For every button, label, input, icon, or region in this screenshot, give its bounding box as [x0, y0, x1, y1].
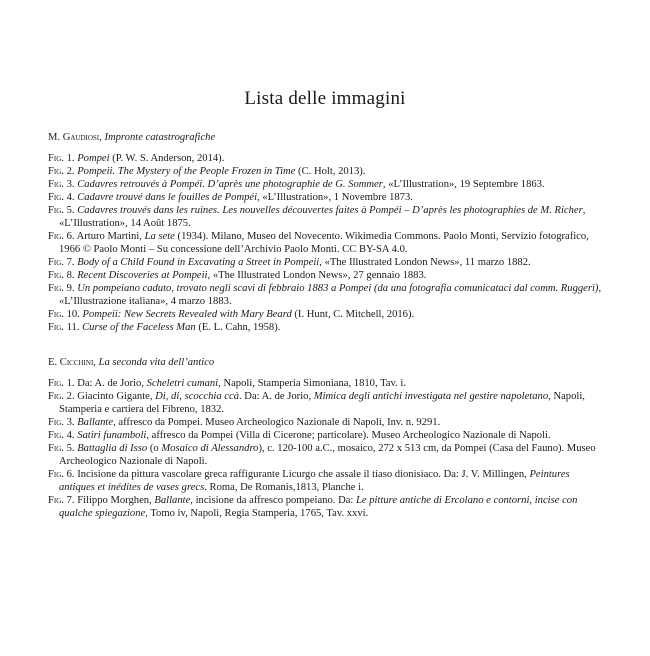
figure-text: , «L’Illustration», 19 Septembre 1863.	[382, 179, 545, 190]
figure-title: Body of a Child Found in Excavating a Street in Pompeii	[77, 257, 320, 268]
figure-text: (C. Holt, 2013).	[295, 166, 366, 177]
figure-label: Fig. 7.	[48, 495, 75, 506]
figure-text: Filippo Morghen,	[77, 495, 155, 506]
figure-title: Cadavres retrouvés à Pompéi. D’après une photographie de G. Sommer	[77, 179, 383, 190]
section-author: M. Gaudiosi	[48, 132, 100, 143]
figure-entry	[48, 468, 608, 494]
figure-entry	[48, 204, 608, 230]
figure-text: , «L’Illustration», 14 Août 1875.	[59, 205, 586, 229]
figure-text: , «The Illustrated London News», 11 marzo 1882.	[319, 257, 531, 268]
figure-list	[48, 152, 608, 334]
figure-label: Fig. 3.	[48, 179, 75, 190]
figure-label: Fig. 6.	[48, 231, 75, 242]
figure-label: Fig. 1.	[48, 378, 75, 389]
figure-entry	[48, 191, 608, 204]
figure-title: Un pompeiano caduto, trovato negli scavi di febbraio 1883 a Pompei (da una fotografia comunicataci dal comm. Ruggeri)	[77, 283, 599, 294]
figure-label: Fig. 4.	[48, 192, 75, 203]
figure-entry	[48, 416, 608, 429]
figure-text: (1934). Milano, Museo del Novecento. Wikimedia Commons. Paolo Monti, Servizio fotografico, 1966 © Paolo Monti – Su concessione dell’Archivio Paolo Monti. CC BY-SA 4.0.	[59, 231, 589, 255]
figure-label: Fig. 2.	[48, 391, 75, 402]
figure-title: Pompei	[77, 153, 110, 164]
page-title: Lista delle immagini	[244, 88, 406, 109]
figure-title: Le pitture antiche di Ercolano e contorni, incise con qualche spiegazione	[59, 495, 578, 519]
figure-label: Fig. 6.	[48, 469, 75, 480]
section-work: Impronte catastrografiche	[104, 132, 216, 143]
figure-entry	[48, 178, 608, 191]
figure-title: La sete	[144, 231, 175, 242]
figure-label: Fig. 5.	[48, 205, 75, 216]
figure-text: ), c. 120-100 a.C., mosaico, 272 x 513 cm, da Pompei (Casa del Fauno). Museo Archeologico Nazionale di Napoli.	[59, 443, 596, 467]
figure-label: Fig. 8.	[48, 270, 75, 281]
figure-title: Cadavres trouvés dans les ruines. Les nouvelles découvertes faites à Pompéi – D’après les photographies de M. Richer	[77, 205, 583, 216]
figure-text: (o	[147, 443, 162, 454]
figure-text: , Napoli, Stamperia e cartiera del Fibreno, 1832.	[59, 391, 585, 415]
figure-title: Ballante	[154, 495, 191, 506]
figure-text: , affresco da Pompei. Museo Archeologico Nazionale di Napoli, Inv. n. 9291.	[113, 417, 441, 428]
figure-text: , «The Illustrated London News», 27 gennaio 1883.	[207, 270, 427, 281]
figure-label: Fig. 9.	[48, 283, 75, 294]
figure-text: Giacinto Gigante,	[77, 391, 156, 402]
figure-text: , «L’Illustration», 1 Novembre 1873.	[257, 192, 413, 203]
figure-entry	[48, 165, 608, 178]
figure-text: , affresco da Pompei (Villa di Cicerone; particolare). Museo Archeologico Nazionale di Napoli.	[146, 430, 551, 441]
figure-entry	[48, 377, 608, 390]
figure-title: Mimica degli antichi investigata nel gestire napoletano	[313, 391, 549, 402]
figure-title: Di, di, scocchia ccà	[155, 391, 239, 402]
figure-text: Incisione da pittura vascolare greca raffigurante Licurgo che assale il tiaso dionisiaco. Da: J. V. Millingen,	[77, 469, 530, 480]
figure-entry	[48, 269, 608, 282]
figure-entry	[48, 256, 608, 269]
figure-text: Da: A. de Jorio,	[77, 378, 147, 389]
figure-label: Fig. 11.	[48, 322, 80, 333]
figure-text: (E. L. Cahn, 1958).	[195, 322, 281, 333]
figure-entry	[48, 494, 608, 520]
figure-entry	[48, 282, 608, 308]
figure-title: Scheletri cumani	[146, 378, 219, 389]
figure-label: Fig. 7.	[48, 257, 75, 268]
figure-text: , incisione da affresco pompeiano. Da:	[190, 495, 357, 506]
figure-title: Mosaico di Alessandro	[161, 443, 259, 454]
section-heading: E. Cicchini, La seconda vita dell’antico	[48, 357, 215, 368]
figure-title: Recent Discoveries at Pompeii	[77, 270, 208, 281]
section-gaudiosi	[48, 131, 608, 334]
figure-entry	[48, 152, 608, 165]
figure-title: Cadavre trouvé dans le fouilles de Pompéi	[77, 192, 258, 203]
figure-text: . Roma, De Romanis,1813, Planche i.	[204, 482, 364, 493]
section-work: La seconda vita dell’antico	[98, 357, 215, 368]
figure-title: Pompeii. The Mystery of the People Frozen in Time	[77, 166, 296, 177]
section-author: E. Cicchini	[48, 357, 94, 368]
figure-label: Fig. 2.	[48, 166, 75, 177]
figure-title: Battaglia di Isso	[77, 443, 148, 454]
figure-title: Ballante	[77, 417, 114, 428]
figure-text: , Napoli, Stamperia Simoniana, 1810, Tav. i.	[218, 378, 406, 389]
figure-entry	[48, 321, 608, 334]
figure-entry	[48, 308, 608, 321]
figure-entry	[48, 442, 608, 468]
figure-title: Curse of the Faceless Man	[82, 322, 196, 333]
section-cicchini	[48, 356, 608, 520]
figure-entry	[48, 429, 608, 442]
figure-entry	[48, 390, 608, 416]
figure-label: Fig. 5.	[48, 443, 75, 454]
figure-text: (I. Hunt, C. Mitchell, 2016).	[291, 309, 415, 320]
figure-title: Peintures antiques et inédites de vases grecs	[59, 469, 570, 493]
figure-text: , «L’Illustrazione italiana», 4 marzo 1883.	[59, 283, 602, 307]
section-heading: M. Gaudiosi, Impronte catastrografiche	[48, 132, 216, 143]
figure-label: Fig. 10.	[48, 309, 80, 320]
figure-text: (P. W. S. Anderson, 2014).	[109, 153, 227, 164]
figure-entry	[48, 230, 608, 256]
figure-label: Fig. 3.	[48, 417, 75, 428]
figure-label: Fig. 1.	[48, 153, 75, 164]
figure-text: , Tomo iv, Napoli, Regia Stamperia, 1765, Tav. xxvi.	[145, 508, 369, 519]
figure-title: Satiri funamboli	[77, 430, 147, 441]
figure-text: Arturo Martini,	[76, 231, 145, 242]
figure-list	[48, 377, 608, 520]
figure-label: Fig. 4.	[48, 430, 75, 441]
figure-text: . Da: A. de Jorio,	[239, 391, 314, 402]
figure-title: Pompeii: New Secrets Revealed with Mary Beard	[82, 309, 292, 320]
